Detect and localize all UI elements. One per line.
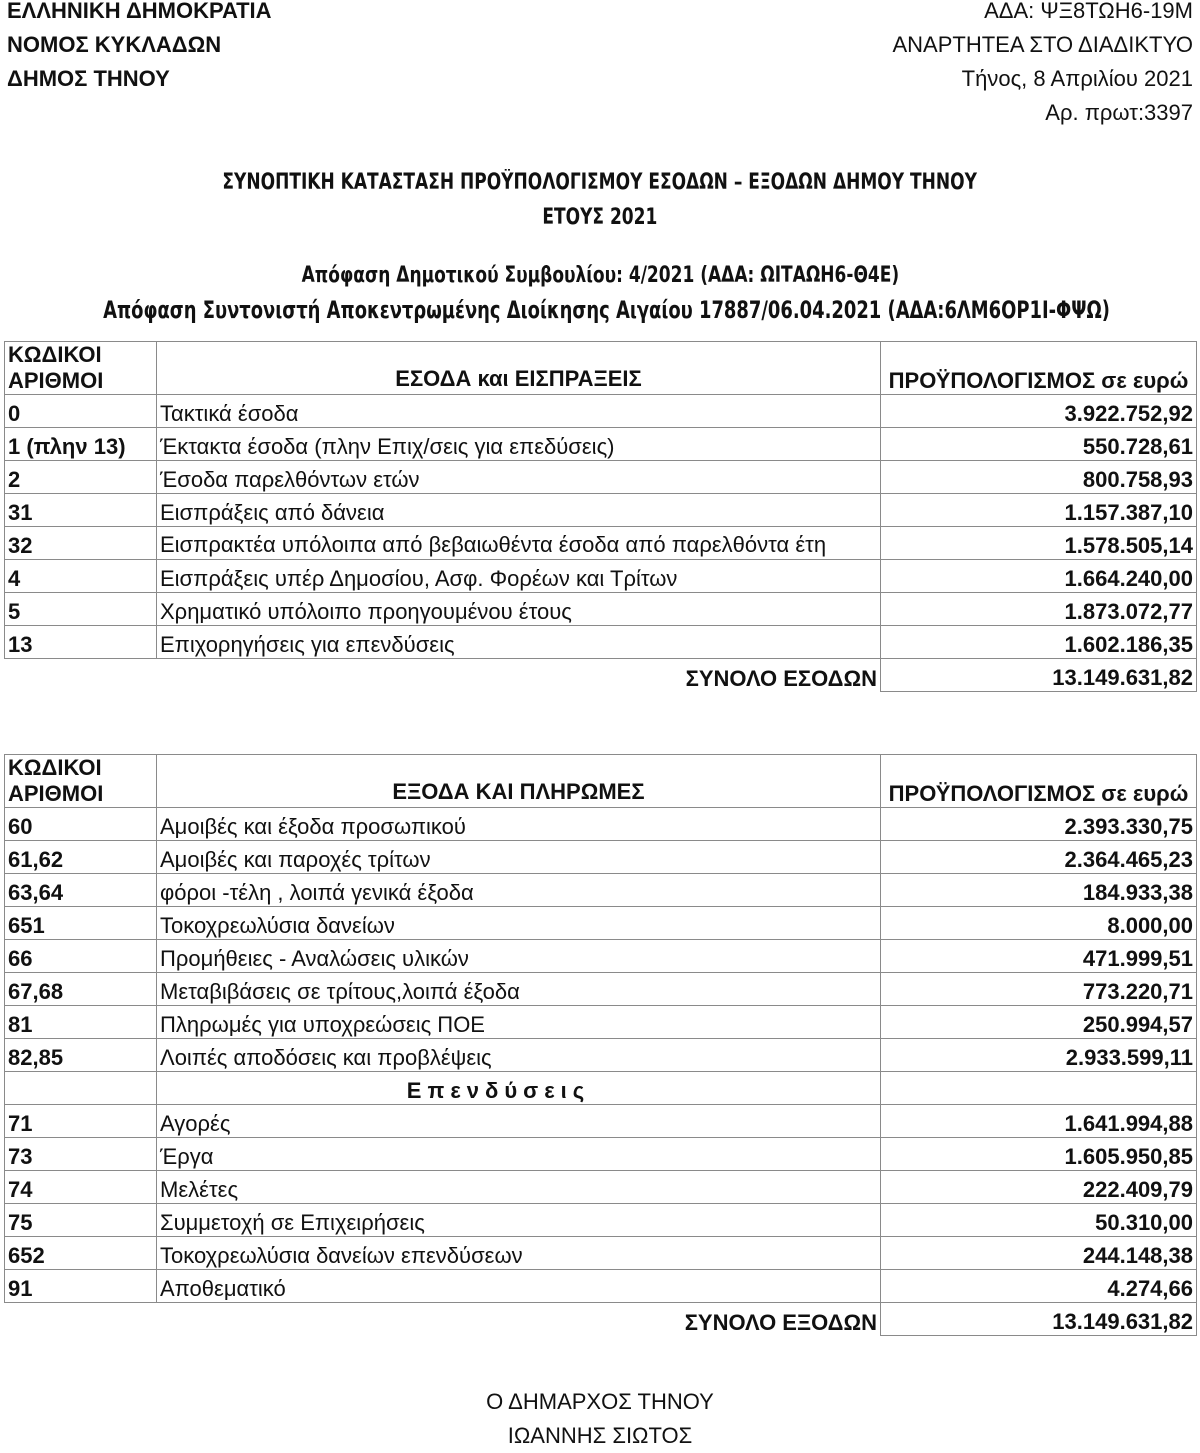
income-total-label: ΣΥΝΟΛΟ ΕΣΟΔΩΝ [685,665,877,691]
income-code: 4 [5,560,157,593]
investment-amount: 4.274,66 [881,1270,1197,1303]
income-code: 13 [5,626,157,659]
publish-notice: ΑΝΑΡΤΗΤΕΑ ΣΤΟ ΔΙΑΔΙΚΤΥΟ [892,32,1193,57]
expense-description: Τοκοχρεωλύσια δανείων [157,907,881,940]
expense-code: 67,68 [5,973,157,1006]
signature-block [0,1385,1200,1453]
issuer-prefecture: ΝΟΜΟΣ ΚΥΚΛΑΔΩΝ [7,32,222,57]
income-description: Επιχορηγήσεις για επενδύσεις [157,626,881,659]
income-code: 0 [5,395,157,428]
investment-description: Μελέτες [157,1171,881,1204]
investment-code: 74 [5,1171,157,1204]
income-code: 1 (πλην 13) [5,428,157,461]
expense-code: 61,62 [5,841,157,874]
expense-amount: 8.000,00 [881,907,1197,940]
issuer-municipality: ΔΗΜΟΣ ΤΗΝΟΥ [7,66,170,91]
investment-code: 73 [5,1138,157,1171]
income-description: Έσοδα παρελθόντων ετών [157,461,881,494]
income-code: 5 [5,593,157,626]
expense-code: 82,85 [5,1039,157,1072]
income-row [5,527,1197,560]
header-description: ΕΣΟΔΑ και ΕΙΣΠΡΑΞΕΙΣ [157,342,881,395]
expense-total-label: ΣΥΝΟΛΟ ΕΞΟΔΩΝ [684,1309,877,1335]
expense-code: 63,64 [5,874,157,907]
expense-amount: 2.364.465,23 [881,841,1197,874]
expense-amount: 471.999,51 [881,940,1197,973]
investment-amount: 222.409,79 [881,1171,1197,1204]
expense-code: 60 [5,808,157,841]
income-total-row [5,659,1197,692]
expense-row [5,1039,1197,1072]
title-line-2: ΕΤΟΥΣ 2021 [542,205,658,230]
header-amount: ΠΡΟΫΠΟΛΟΓΙΣΜΟΣ σε ευρώ [881,342,1197,395]
expense-description: Αμοιβές και έξοδα προσωπικού [157,808,881,841]
header-code: ΚΩΔΙΚΟΙ ΑΡΙΘΜΟΙ [5,342,157,395]
expense-total-amount: 13.149.631,82 [881,1303,1197,1336]
expense-code: 81 [5,1006,157,1039]
administration-decision: Απόφαση Συντονιστή Αποκεντρωμένης Διοίκησης Αιγαίου 17887/06.04.2021 (ΑΔΑ:6ΛΜ6ΟΡ1Ι-ΦΨΩ) [103,296,1110,324]
income-amount: 1.873.072,77 [881,593,1197,626]
investment-description: Αγορές [157,1105,881,1138]
investment-amount: 50.310,00 [881,1204,1197,1237]
document-title [0,165,1200,235]
expense-row [5,973,1197,1006]
income-row [5,395,1197,428]
income-description: Τακτικά έσοδα [157,395,881,428]
decisions-block [0,258,1200,328]
investments-section-row [5,1072,1197,1105]
issuer-country: ΕΛΛΗΝΙΚΗ ΔΗΜΟΚΡΑΤΙΑ [7,0,272,23]
expense-row [5,841,1197,874]
investment-row [5,1237,1197,1270]
blank-cell [5,659,157,692]
income-amount: 1.664.240,00 [881,560,1197,593]
income-amount: 1.578.505,14 [881,527,1197,560]
expense-description: φόροι -τέλη , λοιπά γενικά έξοδα [157,874,881,907]
income-amount: 800.758,93 [881,461,1197,494]
income-description: Εισπρακτέα υπόλοιπα από βεβαιωθέντα έσοδα από παρελθόντα έτη [157,527,881,560]
header-amount: ΠΡΟΫΠΟΛΟΓΙΣΜΟΣ σε ευρώ [881,755,1197,808]
document-meta [892,0,1193,130]
header-code: ΚΩΔΙΚΟΙ ΑΡΙΘΜΟΙ [5,755,157,808]
income-code: 32 [5,527,157,560]
income-description: Εισπράξεις από δάνεια [157,494,881,527]
expense-description: Προμήθειες - Αναλώσεις υλικών [157,940,881,973]
blank-cell [5,1303,157,1336]
expense-amount: 2.933.599,11 [881,1039,1197,1072]
expense-row [5,907,1197,940]
income-description: Χρηματικό υπόλοιπο προηγουμένου έτους [157,593,881,626]
signatory-name: ΙΩΑΝΝΗΣ ΣΙΩΤΟΣ [507,1423,693,1448]
expense-total-row [5,1303,1197,1336]
income-code: 2 [5,461,157,494]
income-code: 31 [5,494,157,527]
expense-row [5,940,1197,973]
investment-description: Αποθεματικό [157,1270,881,1303]
income-row [5,494,1197,527]
expense-description: Αμοιβές και παροχές τρίτων [157,841,881,874]
blank-cell [881,1072,1197,1105]
income-row [5,560,1197,593]
council-decision: Απόφαση Δημοτικού Συμβουλίου: 4/2021 (ΑΔΑ: ΩΙΤΑΩΗ6-Θ4Ε) [301,263,899,288]
income-row [5,428,1197,461]
investment-row [5,1270,1197,1303]
income-table [4,341,1197,692]
expense-row [5,808,1197,841]
investment-amount: 244.148,38 [881,1237,1197,1270]
income-row [5,461,1197,494]
investments-label: Επενδύσεις [406,1078,591,1103]
document-date: Τήνος, 8 Απριλίου 2021 [961,66,1193,91]
income-total-amount: 13.149.631,82 [881,659,1197,692]
income-row [5,593,1197,626]
issuer-block [7,0,272,96]
investment-row [5,1138,1197,1171]
title-line-1: ΣΥΝΟΠΤΙΚΗ ΚΑΤΑΣΤΑΣΗ ΠΡΟΫΠΟΛΟΓΙΣΜΟΥ ΕΣΟΔΩΝ – ΕΞΟΔΩΝ ΔΗΜΟΥ ΤΗΝΟΥ [222,170,978,195]
expense-row [5,1006,1197,1039]
blank-cell [5,1072,157,1105]
investment-description: Τοκοχρεωλύσια δανείων επενδύσεων [157,1237,881,1270]
income-amount: 550.728,61 [881,428,1197,461]
income-amount: 1.602.186,35 [881,626,1197,659]
expense-amount: 184.933,38 [881,874,1197,907]
expense-description: Μεταβιβάσεις σε τρίτους,λοιπά έξοδα [157,973,881,1006]
investments-section-cell [157,1072,881,1105]
expense-amount: 2.393.330,75 [881,808,1197,841]
income-row [5,626,1197,659]
expense-amount: 250.994,57 [881,1006,1197,1039]
expense-amount: 773.220,71 [881,973,1197,1006]
income-amount: 3.922.752,92 [881,395,1197,428]
investment-row [5,1105,1197,1138]
ada-code: ΑΔΑ: ΨΞ8ΤΩΗ6-19Μ [984,0,1193,23]
investment-amount: 1.641.994,88 [881,1105,1197,1138]
investment-row [5,1204,1197,1237]
expense-row [5,874,1197,907]
investment-code: 71 [5,1105,157,1138]
investment-description: Έργα [157,1138,881,1171]
expense-header-row [5,755,1197,808]
investment-description: Συμμετοχή σε Επιχειρήσεις [157,1204,881,1237]
expense-description: Λοιπές αποδόσεις και προβλέψεις [157,1039,881,1072]
expense-table [4,754,1197,1336]
investment-code: 91 [5,1270,157,1303]
protocol-number: Αρ. πρωτ:3397 [1045,100,1193,125]
income-description: Έκτακτα έσοδα (πλην Επιχ/σεις για επεδύσεις) [157,428,881,461]
investment-code: 652 [5,1237,157,1270]
investment-amount: 1.605.950,85 [881,1138,1197,1171]
signatory-title: Ο ΔΗΜΑΡΧΟΣ ΤΗΝΟΥ [486,1389,714,1414]
income-header-row [5,342,1197,395]
investment-row [5,1171,1197,1204]
header-description: ΕΞΟΔΑ ΚΑΙ ΠΛΗΡΩΜΕΣ [157,755,881,808]
expense-description: Πληρωμές για υποχρεώσεις ΠΟΕ [157,1006,881,1039]
expense-code: 651 [5,907,157,940]
income-description: Εισπράξεις υπέρ Δημοσίου, Ασφ. Φορέων και Τρίτων [157,560,881,593]
income-amount: 1.157.387,10 [881,494,1197,527]
expense-code: 66 [5,940,157,973]
investment-code: 75 [5,1204,157,1237]
